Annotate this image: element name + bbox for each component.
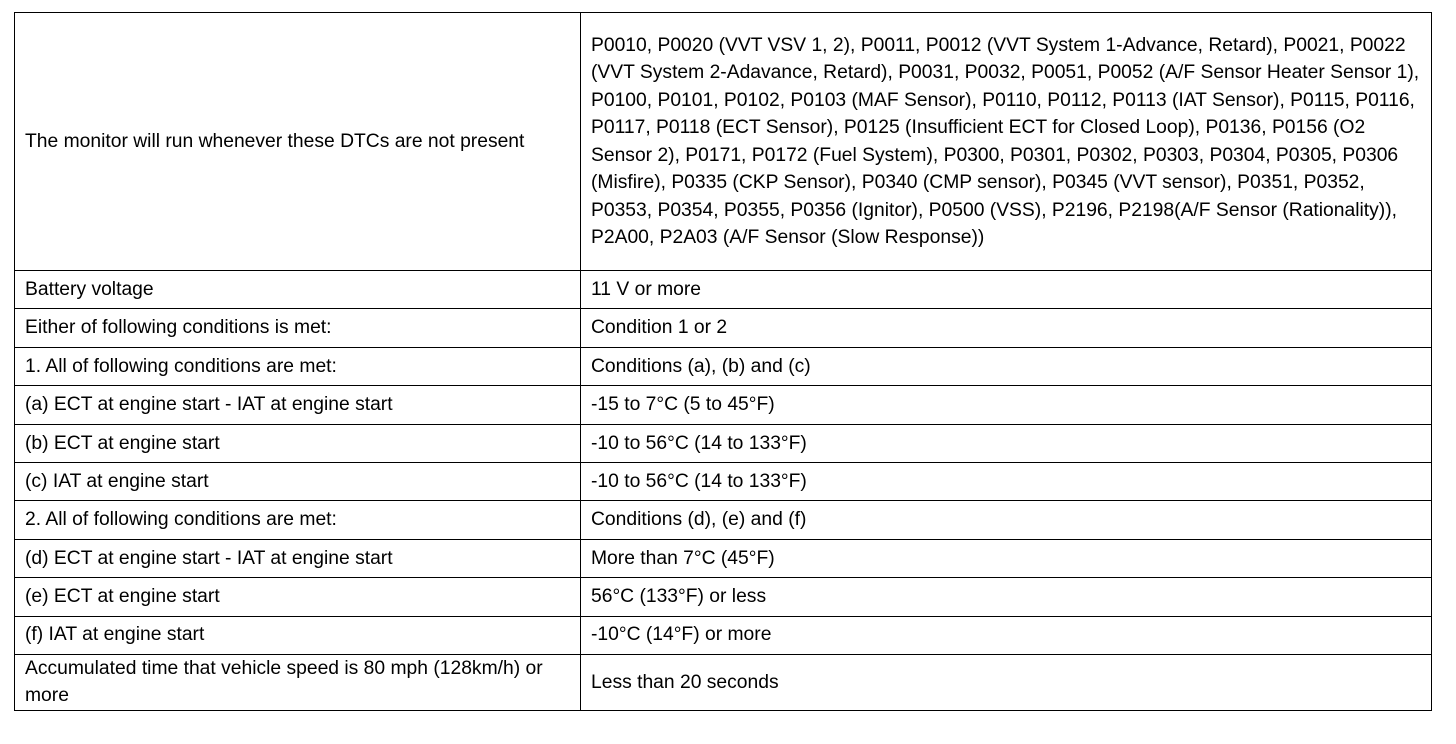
table-row [15,386,1432,424]
value-cell: 56°C (133°F) or less [581,578,1432,616]
table-row [15,13,1432,271]
table-row [15,424,1432,462]
condition-cell: (c) IAT at engine start [15,462,581,500]
table-row [15,539,1432,577]
condition-cell: 1. All of following conditions are met: [15,347,581,385]
value-cell: Less than 20 seconds [581,654,1432,710]
value-cell: Conditions (d), (e) and (f) [581,501,1432,539]
value-cell: -10°C (14°F) or more [581,616,1432,654]
value-cell: -10 to 56°C (14 to 133°F) [581,424,1432,462]
condition-cell: Accumulated time that vehicle speed is 80 mph (128km/h) or more [15,654,581,710]
value-cell: P0010, P0020 (VVT VSV 1, 2), P0011, P0012 (VVT System 1-Advance, Retard), P0021, P0022 (VVT System 2-Adavance, Retard), P0031, P0032, P0051, P0052 (A/F Sensor Heater Sensor 1), P0100, P0101, P0102, P0103 (MAF Sensor), P0110, P0112, P0113 (IAT Sensor), P0115, P0116, P0117, P0118 (ECT Sensor), P0125 (Insufficient ECT for Closed Loop), P0136, P0156 (O2 Sensor 2), P0171, P0172 (Fuel System), P0300, P0301, P0302, P0303, P0304, P0305, P0306 (Misfire), P0335 (CKP Sensor), P0340 (CMP sensor), P0345 (VVT sensor), P0351, P0352, P0353, P0354, P0355, P0356 (Ignitor), P0500 (VSS), P2196, P2198(A/F Sensor (Rationality)), P2A00, P2A03 (A/F Sensor (Slow Response)) [581,13,1432,271]
value-cell: 11 V or more [581,271,1432,309]
condition-cell: (e) ECT at engine start [15,578,581,616]
table-row [15,309,1432,347]
condition-cell: 2. All of following conditions are met: [15,501,581,539]
condition-cell: (a) ECT at engine start - IAT at engine start [15,386,581,424]
condition-cell: (b) ECT at engine start [15,424,581,462]
condition-cell: Battery voltage [15,271,581,309]
condition-cell: (f) IAT at engine start [15,616,581,654]
table-row [15,347,1432,385]
value-cell: Condition 1 or 2 [581,309,1432,347]
condition-cell: Either of following conditions is met: [15,309,581,347]
condition-cell: (d) ECT at engine start - IAT at engine start [15,539,581,577]
value-cell: -15 to 7°C (5 to 45°F) [581,386,1432,424]
condition-cell: The monitor will run whenever these DTCs are not present [15,13,581,271]
table-row [15,462,1432,500]
table-row [15,501,1432,539]
table-row [15,578,1432,616]
table-row [15,616,1432,654]
value-cell: -10 to 56°C (14 to 133°F) [581,462,1432,500]
table-row [15,271,1432,309]
value-cell: Conditions (a), (b) and (c) [581,347,1432,385]
monitor-conditions-table [14,12,1432,711]
table-row [15,654,1432,710]
value-cell: More than 7°C (45°F) [581,539,1432,577]
